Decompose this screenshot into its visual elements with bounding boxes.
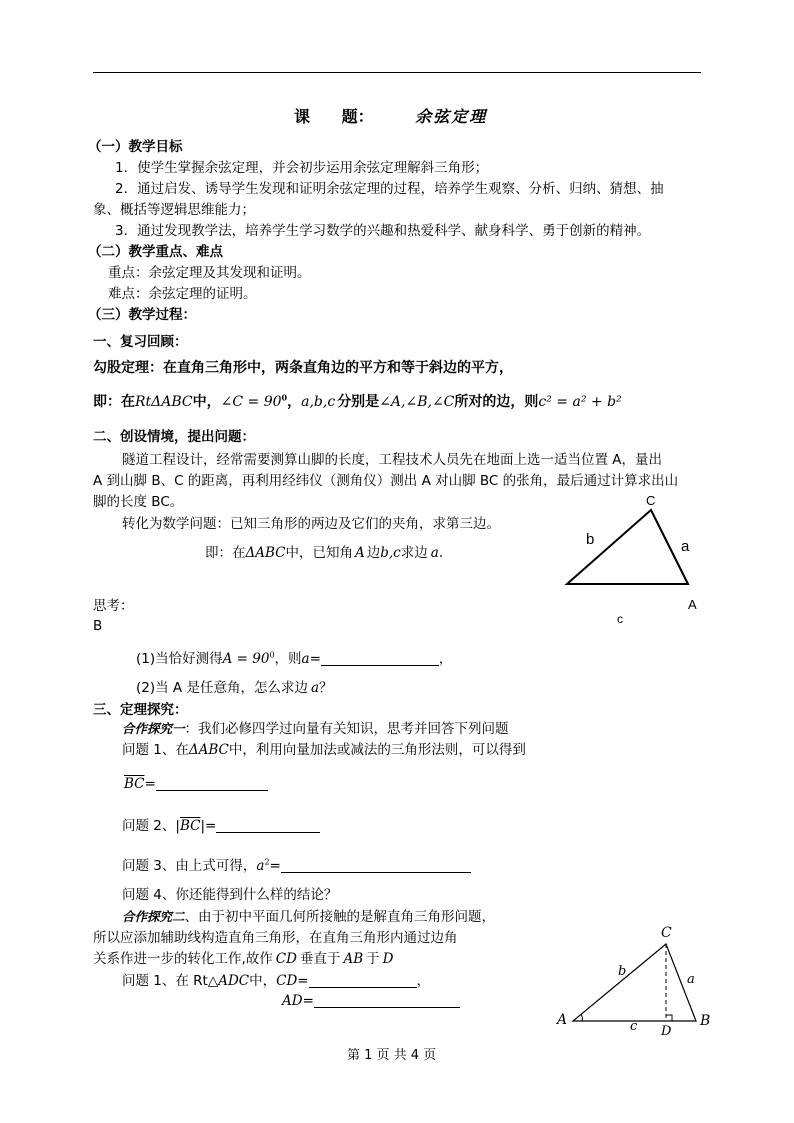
coop2-line-1 [122,908,495,926]
goal-3: 3．通过发现教学法，培养学生学习数学的兴趣和热爱科学、献身科学、勇于创新的精神。 [115,223,651,239]
coop1-label: 合作探究一 [122,721,185,736]
section3-heading: （三）教学过程： [88,307,196,323]
p5-tri: ΔABC [245,545,286,561]
p1-end: ， [416,973,431,989]
scenario-p3: 脚的长度 BC。 [93,494,184,510]
eq1-a: 问题 1、在 [122,742,189,758]
fig2-label-A: A [557,1012,568,1028]
l2-f: 所对的边，则 [454,394,539,410]
p1-b: 中， [249,973,277,989]
scenario-heading: 二、创设情境，提出问题： [93,429,255,445]
p5-b: 中，已知角 [285,545,353,561]
p1-cd: CD [276,973,298,989]
l2-formula: c² = a² + b² [538,394,622,410]
scenario-p5 [205,544,443,562]
p5-bc: b,c [380,545,401,561]
answer-blank-bc[interactable] [156,776,268,791]
coop2-l3-d: D [382,951,394,967]
difficult-point: 难点：余弦定理的证明。 [108,286,257,302]
l2-angles: ∠A,∠B,∠C [379,394,455,410]
l2-b: 中， [192,394,221,410]
fig1-label-c: c [617,612,623,626]
coop2-l3-c: 于 [366,951,380,967]
q1-var: a [301,651,310,667]
goal-2: 2．通过启发、诱导学生发现和证明余弦定理的过程，培养学生观察、分析、归纳、猜想、抽 [115,181,664,197]
coop2-l3-a: 关系作进一步的转化工作,故作 [93,951,273,967]
scenario-p4: 转化为数学问题：已知三角形的两边及它们的夹角，求第三边。 [122,516,500,532]
goal-2-cont: 象、概括等逻辑思维能力； [93,202,255,218]
coop1-text: ：我们必修四学过向量有关知识，思考并回答下列问题 [184,721,509,737]
explore-bc-vec [124,775,268,793]
l2-e: 分别是 [337,394,380,410]
q1-a: (1)当恰好测得 [136,651,223,667]
answer-blank-cd[interactable] [309,973,417,988]
title-name: 余弦定理 [415,107,488,126]
p1-eq: = [297,973,309,989]
p5-a-var: a [430,545,439,561]
title-label-2: 题： [341,107,374,126]
page-footer: 第 1 页 共 4 页 [347,1048,437,1063]
p1-ad: AD [282,993,303,1009]
think-q2 [136,679,333,697]
fig1-label-A: A [688,597,697,612]
q1-b: ，则 [274,651,302,667]
p1-adc: ADC [218,973,250,989]
fig1-label-C: C [646,493,656,508]
p1-a: 问题 1、在 Rt△ [122,973,219,989]
coop2-l1: 、由于初中平面几何所接触的是解直角三角形问题， [184,909,496,925]
scenario-p2: A 到山脚 B、C 的距离，再利用经纬仪（测角仪）测出 A 对山脚 BC 的张角，最后通过计算求出山 [93,473,679,489]
angle-a-mark [581,1014,582,1021]
header-rule [93,72,701,73]
coop2-line-3 [93,950,393,968]
explore-q1 [122,741,526,759]
q1-c: = [309,651,321,667]
think-q1 [136,650,452,668]
triangle-2-shape [573,944,696,1021]
review-heading: 一、复习回顾： [93,334,188,350]
coop2-l3-cd: CD [275,951,297,967]
triangle-figure-2 [555,925,720,1040]
explore-p1-ad [282,992,460,1010]
l2-rt: RtΔABC [135,394,193,410]
fig2-label-C: C [661,925,672,941]
fig2-label-D: D [661,1024,672,1039]
eq2-vec: $\overline{BC}$ [179,818,201,834]
title-label-1: 课 [294,107,311,126]
explore-q3 [122,857,471,875]
q2-var: a [310,680,320,696]
coop2-l3-b: 垂直于 [299,951,341,967]
fig2-label-B: B [700,1013,711,1029]
fig2-label-b: b [618,964,627,979]
explore-heading: 三、定理探究： [93,702,188,718]
eq1-b: 中，利用向量加法或减法的三角形法则，可以得到 [228,742,526,758]
answer-blank-q3[interactable] [281,858,471,873]
pythagorean-line [93,393,622,411]
fig2-label-a: a [687,972,695,987]
coop2-l3-ab: AB [343,951,364,967]
scenario-p1: 隧道工程设计，经常需要测算山脚的长度，工程技术人员先在地面上选一适当位置 A，量出 [122,452,663,468]
fig2-label-c: c [630,1019,638,1034]
right-angle-mark [666,1015,672,1021]
eq3-sup: 2 [264,857,270,867]
explore-p1 [122,972,430,990]
l2-abc: a,b,c [301,394,336,410]
p5-c: 边 [366,545,381,561]
fig1-label-a: a [681,538,690,555]
goal-1: 1．使学生掌握余弦定理，并会初步运用余弦定理解斜三角形； [115,160,489,176]
l2-c: ∠C = 90 [220,394,282,410]
key-point: 重点：余弦定理及其发现和证明。 [108,265,311,281]
p5-a: 即：在 [205,545,246,561]
think-label: 思考： [93,598,134,614]
q1-sup: 0 [269,650,275,660]
fig1-label-b: b [586,531,595,548]
p1-ad-eq: = [302,993,314,1009]
bc-eq: = [144,776,156,792]
q1-end: ， [438,651,453,667]
answer-blank-q2[interactable] [216,818,320,833]
q1-eq: A = 90 [222,651,270,667]
explore-q4: 问题 4、你还能得到什么样的结论？ [122,887,338,903]
q2-b: ？ [319,680,333,696]
eq2-a: 问题 2、| [122,818,180,834]
think-B-label: B [93,618,103,634]
coop2-line-2: 所以应添加辅助线构造直角三角形，在直角三角形内通过边角 [93,930,458,946]
lesson-title [294,104,487,127]
l2-c-sup: 0 [281,392,288,403]
l2-d: ， [287,394,302,410]
eq3-b: = [269,858,281,874]
eq1-tri: ΔABC [188,742,229,758]
answer-blank-ad[interactable] [314,993,460,1008]
p5-d: 求边 [400,545,428,561]
eq3-var: a [256,858,265,874]
p5-A: A [355,545,365,561]
coop2-label: 合作探究二 [122,909,185,924]
eq2-b: |= [200,818,217,834]
q2-a: (2)当 A 是任意角，怎么求边 [136,680,308,696]
l2-a: 即：在 [93,394,135,410]
bc-vec: $\overline{BC}$ [124,776,145,792]
section1-heading: （一）教学目标 [88,139,183,155]
eq3-a: 问题 3、由上式可得， [122,858,257,874]
explore-q2 [122,817,320,835]
p5-end: . [438,545,444,561]
coop1-line [122,720,509,738]
section2-heading: （二）教学重点、难点 [88,244,223,260]
answer-blank-q1[interactable] [321,651,439,666]
pythagorean-statement: 勾股定理：在直角三角形中，两条直角边的平方和等于斜边的平方， [93,360,513,376]
